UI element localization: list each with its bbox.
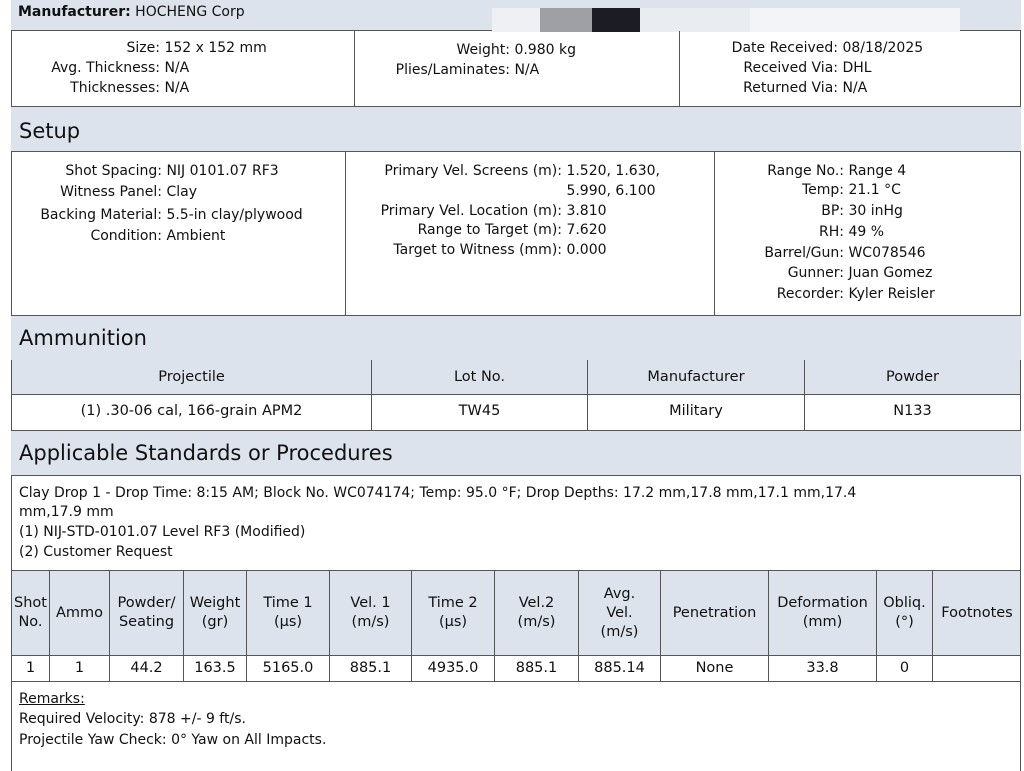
standards-line-1: Clay Drop 1 - Drop Time: 8:15 AM; Block No. WC074174; Temp: 95.0 °F; Drop Depths: 17.2 mm,17.8 mm,17.1 mm,17.4 — [19, 485, 857, 501]
shot-header-line: Weight — [189, 595, 241, 611]
shot-header-line: (μs) — [438, 614, 468, 630]
shot-cell-vel-2: 885.1 — [515, 660, 558, 676]
manufacturer-line — [18, 4, 245, 20]
redaction-block — [592, 8, 640, 32]
manufacturer-label: Manufacturer: — [18, 4, 131, 20]
shot-header-vel-2 — [495, 594, 578, 632]
shot-cell-obliquity: 0 — [899, 660, 910, 676]
shot-cell-powder-seating: 44.2 — [130, 660, 163, 676]
shot-header-line: Obliq. — [883, 595, 926, 611]
shot-header-line: (mm) — [802, 614, 843, 630]
shot-table-column-divider — [932, 570, 933, 682]
shot-header-powder-seating — [110, 594, 183, 632]
ammo-cell-manufacturer: Military — [669, 403, 723, 419]
shot-header-line: (m/s) — [517, 614, 556, 630]
setup-temp: Temp: 21.1 °C — [801, 182, 901, 198]
shot-header-line: (m/s) — [351, 614, 390, 630]
redaction-block — [540, 8, 592, 32]
shot-header-time-1 — [247, 594, 329, 632]
standards-line-4: (2) Customer Request — [19, 544, 173, 560]
setup-condition: Condition: Ambient — [90, 228, 226, 244]
setup-gunner: Gunner: Juan Gomez — [787, 265, 933, 281]
shot-header-line: Vel. — [606, 604, 633, 621]
setup-recorder: Recorder: Kyler Reisler — [776, 286, 935, 302]
spec-weight: Weight: 0.980 kg — [456, 42, 576, 58]
shot-cell-weight: 163.5 — [194, 660, 236, 676]
shot-header-ammo — [50, 604, 109, 623]
shot-header-penetration — [661, 604, 768, 623]
spec-thicknesses: Thicknesses: N/A — [70, 80, 190, 96]
shot-header-time-2 — [412, 594, 494, 632]
shot-header-line: Ammo — [55, 604, 104, 621]
spec-size: Size: 152 x 152 mm — [126, 40, 267, 56]
shot-header-line: Vel.2 — [518, 595, 555, 611]
setup-shot-spacing: Shot Spacing: NIJ 0101.07 RF3 — [65, 163, 279, 179]
standards-header — [11, 430, 1021, 476]
standards-line-2: mm,17.9 mm — [19, 504, 114, 520]
shot-header-deformation — [769, 594, 876, 632]
shot-header-line: Shot — [14, 595, 47, 611]
setup-range-no: Range No.: Range 4 — [767, 163, 907, 179]
shot-header-shot-no — [12, 594, 49, 632]
shot-header-line: Penetration — [672, 604, 757, 621]
ammo-cell-projectile: (1) .30-06 cal, 166-grain APM2 — [80, 403, 303, 419]
shot-header-line: No. — [18, 614, 43, 630]
shot-header-line: Avg. — [603, 585, 636, 602]
spec-returned-via: Returned Via: N/A — [743, 80, 868, 96]
ammunition-title: Ammunition — [19, 326, 147, 350]
remarks-line-1: Required Velocity: 878 +/- 9 ft/s. — [19, 711, 246, 727]
spec-avg-thickness: Avg. Thickness: N/A — [51, 60, 190, 76]
shot-header-line: (m/s) — [600, 623, 639, 640]
shot-header-line: Time 2 — [428, 595, 478, 611]
manufacturer-value: HOCHENG Corp — [135, 4, 245, 20]
spec-plies: Plies/Laminates: N/A — [395, 62, 540, 78]
redaction-block — [492, 8, 540, 32]
shot-header-avg-vel — [579, 585, 660, 642]
shot-cell-penetration: None — [695, 660, 734, 676]
redaction-block — [640, 8, 750, 32]
shot-header-line: Powder/ — [117, 595, 176, 611]
redaction-block — [750, 8, 960, 32]
ammo-header-powder: Powder — [885, 369, 940, 385]
standards-title: Applicable Standards or Procedures — [19, 441, 393, 465]
ammunition-header — [11, 315, 1021, 361]
shot-header-line: (gr) — [201, 614, 229, 630]
setup-witness-panel: Witness Panel: Clay — [60, 184, 197, 200]
setup-range-to-target: Range to Target (m): 7.620 — [417, 222, 607, 238]
shot-header-line: Time 1 — [263, 595, 313, 611]
shot-header-line: (μs) — [273, 614, 303, 630]
shot-cell-time-1: 5165.0 — [262, 660, 314, 676]
setup-target-to-witness: Target to Witness (mm): 0.000 — [393, 242, 607, 258]
shot-header-line: (°) — [895, 614, 914, 630]
ammo-cell-lot-no: TW45 — [458, 403, 501, 419]
shot-header-weight — [184, 594, 246, 632]
setup-primary-vel-screens: Primary Vel. Screens (m): 1.520, 1.630, — [384, 163, 660, 179]
setup-primary-vel-screens-cont: 5.990, 6.100 — [566, 183, 656, 199]
shot-header-vel-1 — [330, 594, 411, 632]
setup-title: Setup — [19, 119, 81, 143]
setup-rh: RH: 49 % — [819, 224, 885, 240]
shot-header-footnotes — [933, 604, 1021, 623]
setup-header — [11, 106, 1021, 152]
shot-cell-deformation: 33.8 — [806, 660, 839, 676]
shot-header-obliquity — [877, 594, 932, 632]
shot-header-line: Deformation — [777, 595, 868, 611]
spec-received-via: Received Via: DHL — [743, 60, 872, 76]
setup-barrel: Barrel/Gun: WC078546 — [764, 245, 926, 261]
ammo-header-lot-no: Lot No. — [453, 369, 506, 385]
shot-header-line: Footnotes — [941, 604, 1013, 621]
setup-primary-vel-location: Primary Vel. Location (m): 3.810 — [380, 203, 607, 219]
shot-cell-ammo: 1 — [74, 660, 85, 676]
shot-cell-shot-no: 1 — [25, 660, 36, 676]
setup-bp: BP: 30 inHg — [821, 203, 903, 219]
shot-header-line: Vel. 1 — [350, 595, 391, 611]
ammo-header-projectile: Projectile — [158, 369, 225, 385]
ammo-cell-powder: N133 — [893, 403, 932, 419]
shot-header-line: Seating — [118, 614, 175, 630]
shot-cell-vel-1: 885.1 — [349, 660, 392, 676]
standards-line-3: (1) NIJ-STD-0101.07 Level RF3 (Modified) — [19, 524, 306, 540]
setup-backing-material: Backing Material: 5.5-in clay/plywood — [40, 207, 303, 223]
remarks-title: Remarks: — [19, 691, 85, 707]
spec-date-received: Date Received: 08/18/2025 — [731, 40, 924, 56]
ammo-header-manufacturer: Manufacturer — [647, 369, 745, 385]
shot-cell-time-2: 4935.0 — [427, 660, 479, 676]
shot-cell-avg-vel: 885.14 — [594, 660, 645, 676]
remarks-line-2: Projectile Yaw Check: 0° Yaw on All Impacts. — [19, 732, 327, 748]
